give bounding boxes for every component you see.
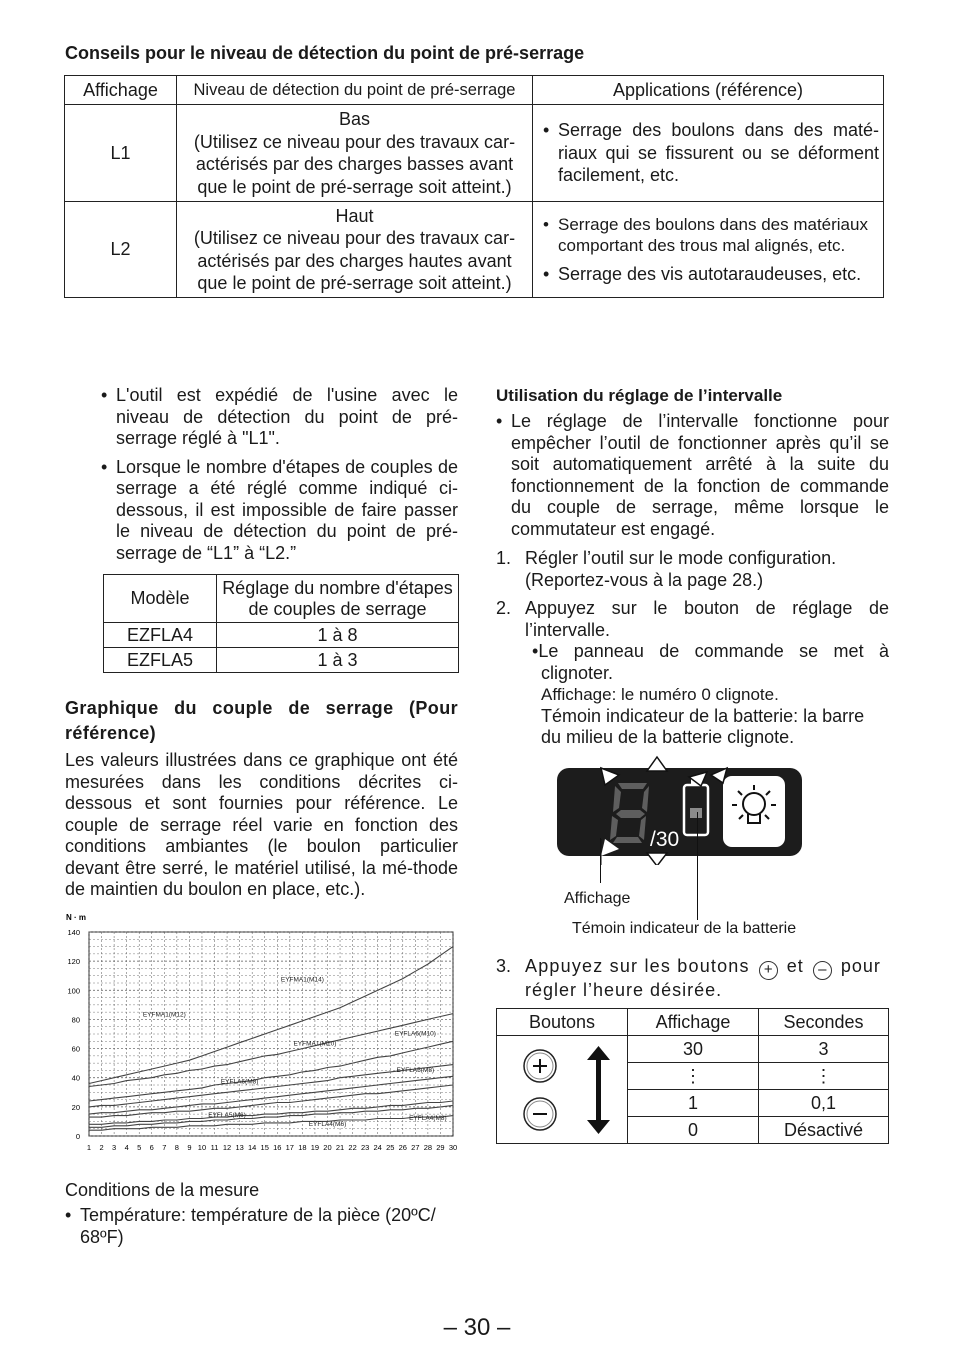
torque-chart bbox=[60, 908, 465, 1158]
row-level bbox=[177, 105, 533, 202]
model-table bbox=[103, 574, 459, 673]
x-tick-label: 16 bbox=[273, 1143, 282, 1152]
x-tick-label: 25 bbox=[386, 1143, 395, 1152]
display-cell: ⋮ bbox=[628, 1063, 759, 1090]
step-2: 2. Appuyez sur le bouton de réglage de l’intervalle. bbox=[496, 598, 889, 640]
row-display: L2 bbox=[65, 202, 177, 298]
series-label: EYFLA6(M10) bbox=[394, 1030, 436, 1038]
x-tick-label: 8 bbox=[174, 1143, 179, 1152]
step-2-sub-bullet: •Le panneau de commande se met à clignoter. bbox=[532, 641, 889, 683]
series-line bbox=[89, 1105, 453, 1127]
level-title: Bas bbox=[338, 109, 371, 129]
x-tick-label: 11 bbox=[210, 1143, 219, 1152]
row-level bbox=[177, 202, 533, 298]
display-cell: 30 bbox=[628, 1036, 759, 1063]
series-label: EYFMA1(M14) bbox=[280, 976, 324, 984]
series-label: EYFLA4(M6) bbox=[308, 1120, 347, 1128]
x-tick-label: 2 bbox=[99, 1143, 104, 1152]
row-applications bbox=[533, 202, 884, 298]
x-tick-label: 4 bbox=[124, 1143, 129, 1152]
header-boutons: Boutons bbox=[497, 1009, 628, 1036]
seconds-cell: 3 bbox=[759, 1036, 889, 1063]
series-label: EYFLA5(M6) bbox=[208, 1112, 246, 1120]
application-item: • Serrage des vis autotaraudeuses, etc. bbox=[543, 263, 862, 284]
header-affichage: Affichage bbox=[628, 1009, 759, 1036]
plus-button-icon: + bbox=[759, 961, 778, 980]
row-applications bbox=[533, 105, 884, 202]
display-cell: 0 bbox=[628, 1117, 759, 1144]
seconds-cell: Désactivé bbox=[759, 1117, 889, 1144]
x-tick-label: 27 bbox=[411, 1143, 420, 1152]
page-number: – 30 – bbox=[443, 1314, 511, 1341]
label-battery-indicator: Témoin indicateur de la batterie bbox=[572, 920, 797, 937]
counter-text: /30 bbox=[650, 828, 680, 851]
x-tick-label: 21 bbox=[335, 1143, 345, 1152]
x-tick-label: 9 bbox=[187, 1143, 192, 1152]
header-affichage: Affichage bbox=[65, 76, 177, 105]
plus-button[interactable] bbox=[524, 1050, 556, 1082]
step-3: 3. Appuyez sur les boutons + et – pour régler l’heure désirée. bbox=[496, 956, 881, 1000]
conditions-title: Conditions de la mesure bbox=[65, 1180, 260, 1200]
y-axis-label: N · m bbox=[66, 913, 86, 922]
level-desc: (Utilisez ce niveau pour des travaux car-actérisés par des charges basses avant que le point de pré-serrage soit atteint.) bbox=[193, 131, 516, 197]
x-tick-label: 13 bbox=[235, 1143, 244, 1152]
series-label: EYFMA1(M10) bbox=[293, 1040, 337, 1048]
buttons-cell bbox=[497, 1036, 628, 1144]
x-tick-label: 24 bbox=[373, 1143, 382, 1152]
x-tick-label: 20 bbox=[323, 1143, 332, 1152]
x-tick-label: 29 bbox=[436, 1143, 445, 1152]
x-tick-label: 26 bbox=[398, 1143, 407, 1152]
x-tick-label: 17 bbox=[285, 1143, 294, 1152]
x-tick-label: 22 bbox=[348, 1143, 357, 1152]
header-model: Modèle bbox=[104, 575, 217, 623]
series-label: EYFMA1(M12) bbox=[142, 1011, 186, 1019]
interval-heading: Utilisation du réglage de l’intervalle bbox=[496, 386, 783, 405]
x-tick-label: 28 bbox=[423, 1143, 433, 1152]
header-applications: Applications (référence) bbox=[533, 76, 884, 105]
level-title: Haut bbox=[335, 205, 374, 226]
x-tick-label: 1 bbox=[86, 1143, 92, 1152]
x-tick-label: 6 bbox=[149, 1143, 154, 1152]
level-desc: (Utilisez ce niveau pour des travaux car-actérisés par des charges hautes avant que le point de pré-serrage soit atteint.) bbox=[193, 228, 516, 293]
seconds-cell: ⋮ bbox=[759, 1063, 889, 1090]
series-line bbox=[89, 1011, 453, 1087]
control-panel-illustration bbox=[555, 755, 805, 865]
header-steps: Réglage du nombre d'étapes de couples de serrage bbox=[217, 575, 459, 623]
step-2-line2: Témoin indicateur de la batterie: la barre du milieu de la batterie clignote. bbox=[541, 705, 865, 747]
x-tick-label: 7 bbox=[162, 1143, 167, 1152]
series-line bbox=[89, 1116, 453, 1131]
y-tick-label: 140 bbox=[67, 928, 80, 937]
bullet-item: • Lorsque le nombre d'étapes de couples de serrage a été réglé comme indiqué ci-dessous, il est impossible de faire passer le niveau de détection du point de pré-serrage de “L1” à “L2.” bbox=[101, 456, 458, 563]
series-label: EYFLA6(M8) bbox=[220, 1078, 259, 1086]
interval-table bbox=[496, 1008, 889, 1144]
series-line bbox=[89, 1101, 453, 1124]
graph-heading: Graphique du couple de serrage (Pour référence) bbox=[65, 698, 458, 743]
minus-button[interactable] bbox=[524, 1098, 556, 1130]
y-tick-label: 80 bbox=[71, 1015, 80, 1025]
y-tick-label: 40 bbox=[71, 1073, 80, 1083]
graph-paragraph: Les valeurs illustrées dans ce graphique ont été mesurées dans les conditions décrites ci-dessous et sont fournies pour référence. Le couple de serrage réel varie en fonction des conditions ambiantes (le boulon particulier devant être serré, le matériel utilisé, la mé-thode de maintien du boulon en place, etc.). bbox=[65, 750, 458, 899]
bullet-item: • L'outil est expédié de l'usine avec le niveau de détection du point de pré-serrage réglé à "L1". bbox=[101, 385, 458, 448]
header-level: Niveau de détection du point de pré-serrage bbox=[177, 76, 533, 105]
row-display: L1 bbox=[65, 105, 177, 202]
display-cell: 1 bbox=[628, 1090, 759, 1117]
x-tick-label: 10 bbox=[197, 1143, 207, 1152]
x-tick-label: 19 bbox=[310, 1143, 320, 1152]
x-tick-label: 23 bbox=[360, 1143, 370, 1152]
model-cell: EZFLA5 bbox=[104, 648, 217, 673]
application-item: • Serrage des boulons dans des matériaux comportant des trous mal alignés, etc. bbox=[543, 214, 868, 255]
step-1: 1. Régler l’outil sur le mode configuration. (Reportez-vous à la page 28.) bbox=[496, 548, 837, 590]
steps-cell: 1 à 8 bbox=[217, 623, 459, 648]
x-tick-label: 5 bbox=[137, 1143, 142, 1152]
intro-bullet: • Le réglage de l’intervalle fonctionne pour empêcher l’outil de fonctionner après qu’il se soit automatiquement arrêté à la suite du fonctionnement de la fonction de commande du couple de serrage, même lorsque le commutateur est engagé. bbox=[496, 411, 889, 539]
y-tick-label: 60 bbox=[71, 1044, 80, 1054]
label-affichage: Affichage bbox=[564, 890, 631, 907]
y-tick-label: 20 bbox=[71, 1102, 80, 1112]
y-tick-label: 100 bbox=[67, 986, 80, 996]
x-tick-label: 30 bbox=[448, 1143, 458, 1152]
x-tick-label: 15 bbox=[260, 1143, 269, 1152]
model-cell: EZFLA4 bbox=[104, 623, 217, 648]
x-tick-label: 3 bbox=[112, 1143, 117, 1152]
detection-level-table bbox=[64, 75, 884, 298]
x-tick-label: 14 bbox=[248, 1143, 257, 1152]
application-item: • Serrage des boulons dans des maté-riaux qui se fissurent ou se déforment facilement, etc. bbox=[543, 120, 879, 186]
x-tick-label: 18 bbox=[298, 1143, 307, 1152]
series-label: EYFLA4(M8) bbox=[409, 1114, 447, 1122]
y-tick-label: 120 bbox=[67, 957, 80, 967]
series-label: EYFLA5(M8) bbox=[396, 1066, 435, 1074]
steps-cell: 1 à 3 bbox=[217, 648, 459, 673]
seconds-cell: 0,1 bbox=[759, 1090, 889, 1117]
x-tick-label: 12 bbox=[222, 1143, 232, 1152]
minus-button-icon: – bbox=[813, 961, 832, 980]
section-heading: Conseils pour le niveau de détection du point de pré-serrage bbox=[65, 43, 585, 63]
conditions-bullet: • Température: température de la pièce (20ºC/ 68ºF) bbox=[65, 1205, 436, 1247]
up-down-arrow-icon bbox=[587, 1046, 610, 1134]
step-2-line1: Affichage: le numéro 0 clignote. bbox=[541, 685, 779, 704]
y-tick-label: 0 bbox=[75, 1132, 80, 1141]
header-secondes: Secondes bbox=[759, 1009, 889, 1036]
